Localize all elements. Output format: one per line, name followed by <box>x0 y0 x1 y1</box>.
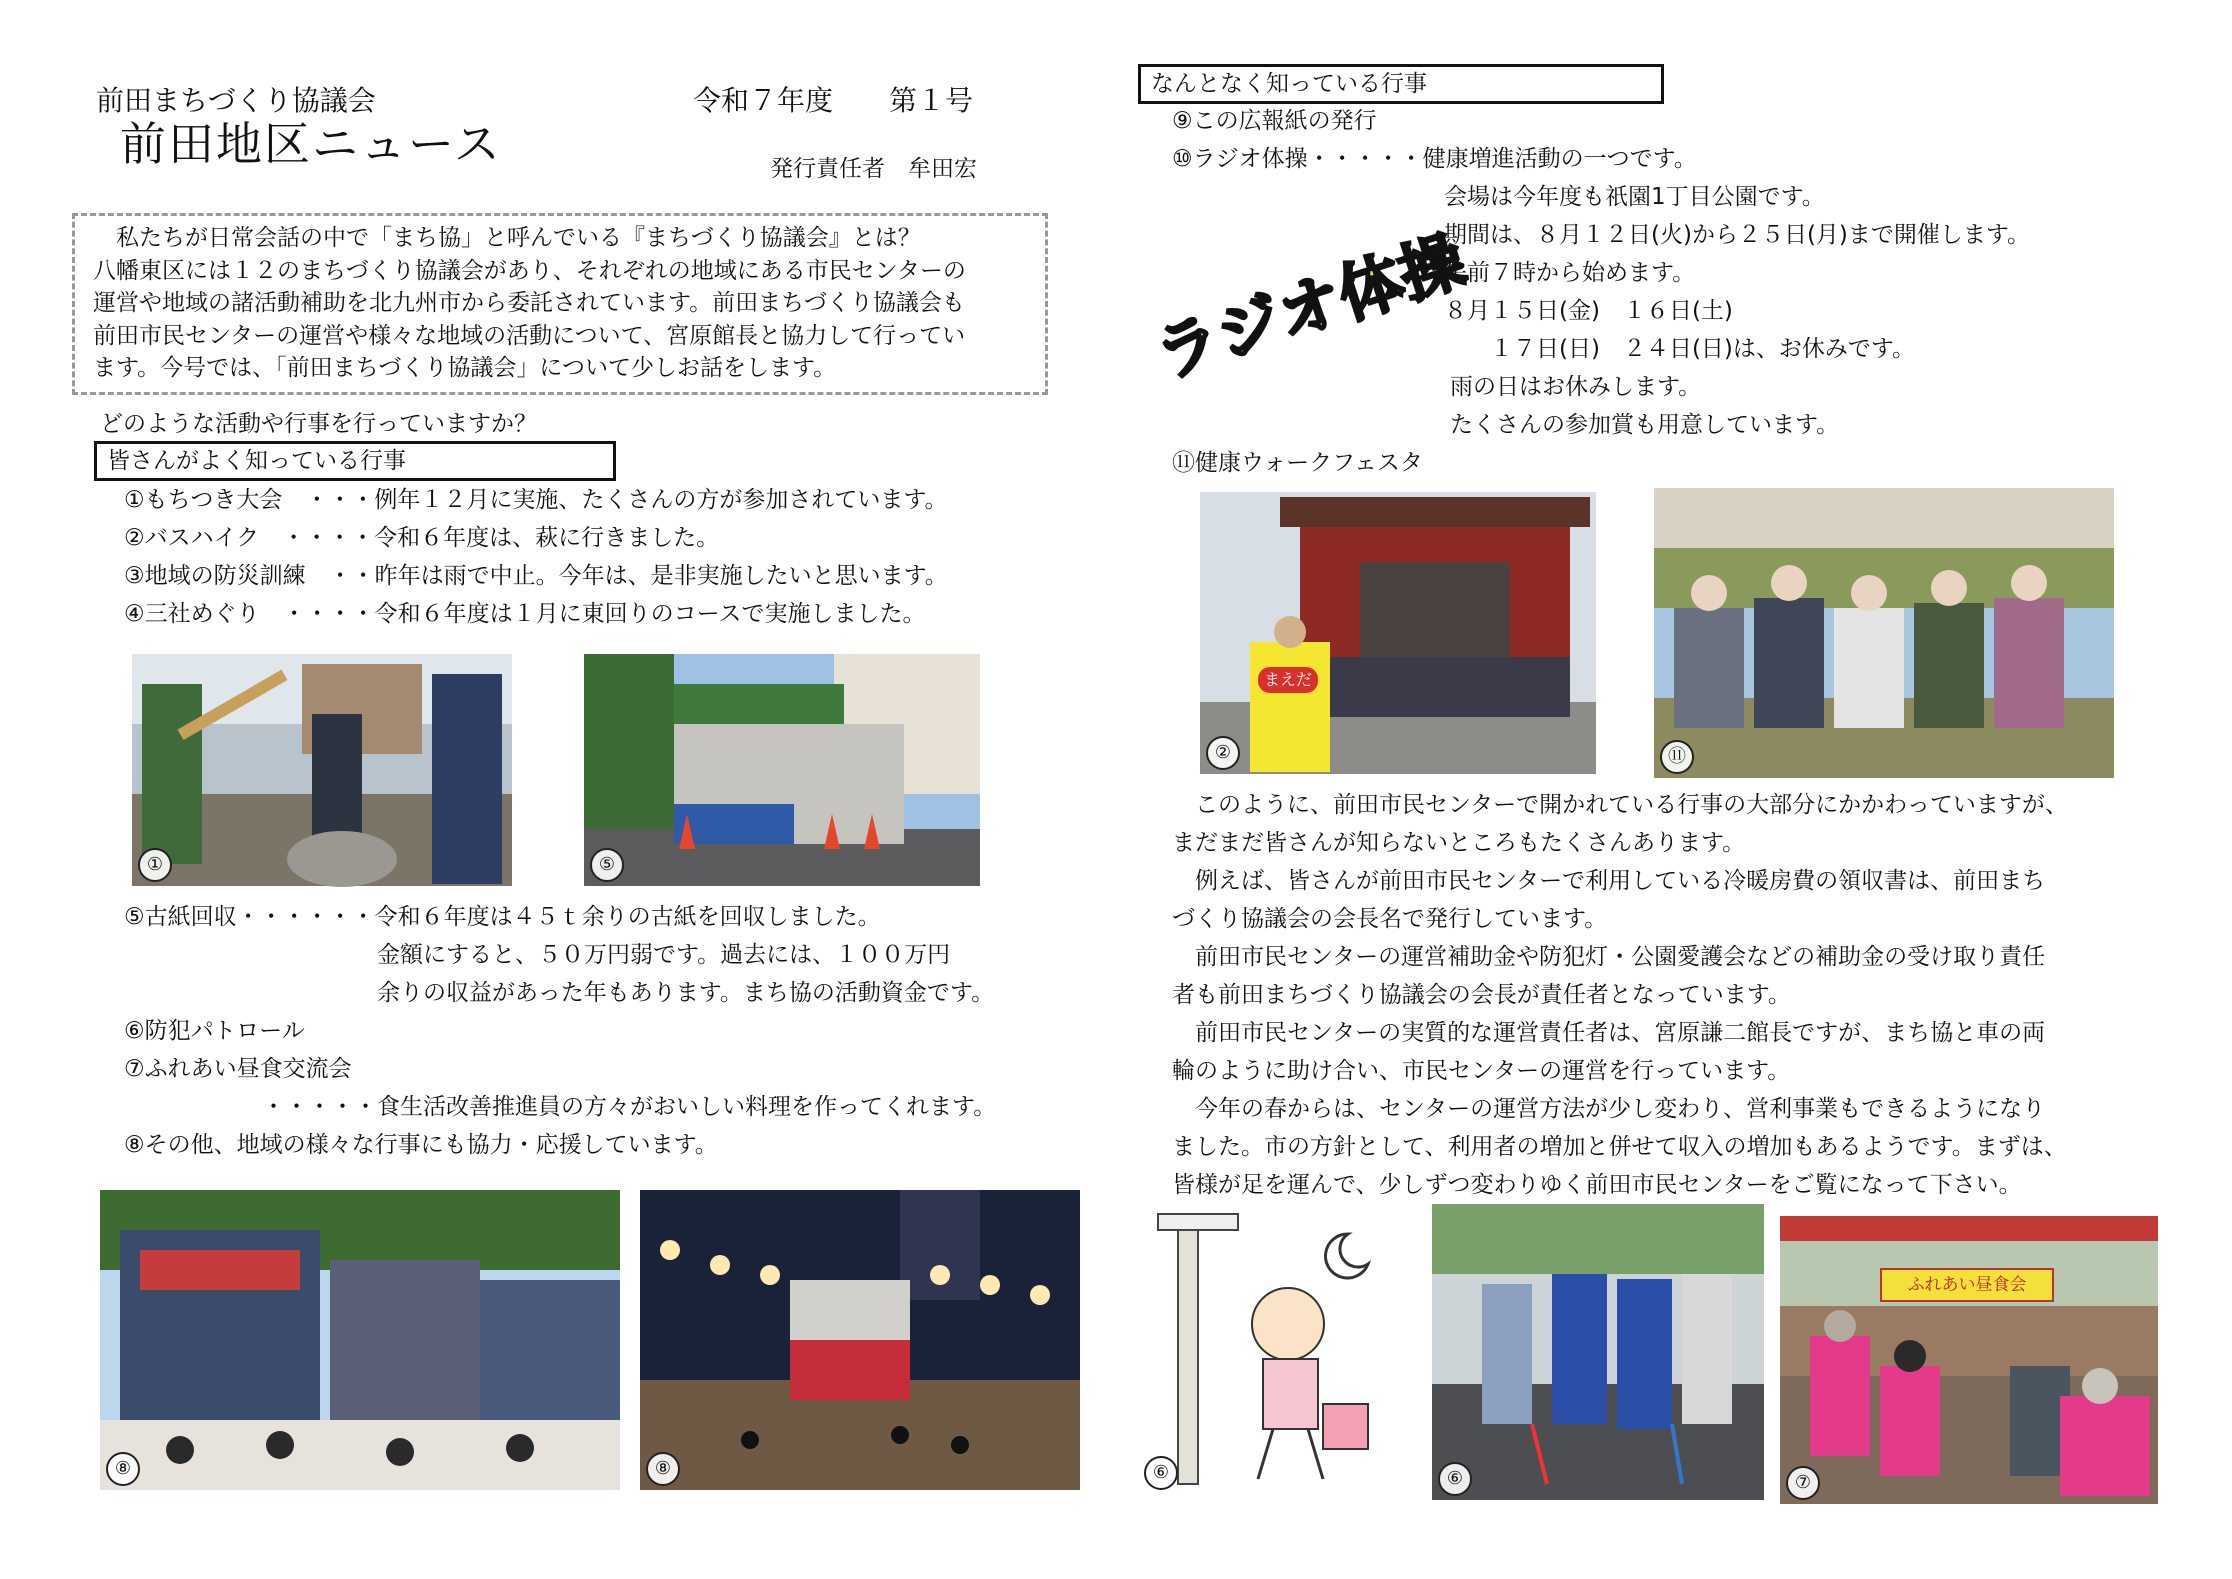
photo-walk-festa-temple <box>1200 492 1596 774</box>
event-item: ③地域の防災訓練 ・・昨年は雨で中止。今年は、是非実施したいと思います。 <box>124 563 948 589</box>
intro-line: 八幡東区には１２のまちづくり協議会があり、それぞれの地域にある市民センターの <box>93 257 966 284</box>
photo-number-badge: ⑧ <box>106 1452 140 1486</box>
event-item: ②バスハイク ・・・・令和６年度は、萩に行きました。 <box>124 525 720 551</box>
newsletter-title: 前田地区ニュース <box>120 117 502 171</box>
body-line: 輪のように助け合い、市民センターの運営を行っています。 <box>1172 1058 1791 1084</box>
section-heading-somewhat-known: なんとなく知っている行事 <box>1138 64 1664 104</box>
photo-paper-recycling <box>584 654 980 886</box>
radio-detail-line: １７日(日) ２４日(日)は、お休みです。 <box>1444 336 1916 362</box>
photo-number-badge: ⑥ <box>1144 1456 1178 1490</box>
body-line: 前田市民センターの実質的な運営責任者は、宮原謙二館長ですが、まち協と車の両 <box>1172 1020 2046 1046</box>
body-line: 例えば、皆さんが前田市民センターで利用している冷暖房費の領収書は、前田まち <box>1172 868 2046 894</box>
event-item: ⑨この広報紙の発行 <box>1172 108 1377 134</box>
event-item: ④三社めぐり ・・・・令和６年度は１月に東回りのコースで実施しました。 <box>124 601 926 627</box>
event-item-continued: 金額にすると、５０万円弱です。過去には、１００万円 <box>124 942 951 968</box>
event-item: ⑦ふれあい昼食交流会 <box>124 1056 352 1082</box>
event-item: ⑪健康ウォークフェスタ <box>1172 450 1423 476</box>
radio-detail-line: 午前７時から始めます。 <box>1444 260 1696 286</box>
photo-mochitsuki <box>132 654 512 886</box>
radio-detail-line: 会場は今年度も祇園1丁目公園です。 <box>1444 184 1825 210</box>
vest-label: まえだ <box>1258 667 1318 693</box>
radio-detail-line: ８月１５日(金) １６日(土) <box>1444 298 1733 324</box>
event-item: ⑥防犯パトロール <box>124 1018 305 1044</box>
issue-number: 令和７年度 第１号 <box>693 84 974 117</box>
event-item: ①もちつき大会 ・・・例年１２月に実施、たくさんの方が参加されています。 <box>124 487 948 513</box>
event-item: ⑧その他、地域の様々な行事にも協力・応援しています。 <box>124 1132 718 1158</box>
intro-line: 運営や地域の諸活動補助を北九州市から委託されています。前田まちづくり協議会も <box>93 290 965 316</box>
body-line: 皆様が足を運んで、少しずつ変わりゆく前田市民センターをご覧になって下さい。 <box>1172 1172 2022 1198</box>
intro-line: 私たちが日常会話の中で「まち協」と呼んでいる『まちづくり協議会』とは？ <box>93 225 921 251</box>
event-item-continued: ・・・・・食生活改善推進員の方々がおいしい料理を作ってくれます。 <box>124 1094 997 1120</box>
radio-detail-line: たくさんの参加賞も用意しています。 <box>1450 412 1840 438</box>
body-line: 前田市民センターの運営補助金や防犯灯・公園愛護会などの補助金の受け取り責任 <box>1172 944 2046 970</box>
photo-bon-dance <box>640 1190 1080 1490</box>
intro-box <box>72 213 1048 395</box>
photo-number-badge: ⑤ <box>590 848 624 882</box>
photo-walk-festa-group <box>1654 488 2114 778</box>
publisher: 発行責任者 牟田宏 <box>770 156 977 182</box>
radio-detail-line: 雨の日はお休みします。 <box>1450 374 1702 400</box>
body-line: まだまだ皆さんが知らないところもたくさんあります。 <box>1172 830 1746 856</box>
photo-number-badge: ① <box>138 848 172 882</box>
intro-line: 前田市民センターの運営や様々な地域の活動について、宮原館長と協力して行ってい <box>93 322 966 349</box>
photo-crime-patrol <box>1432 1204 1764 1500</box>
section-heading-known: 皆さんがよく知っている行事 <box>94 441 616 481</box>
body-line: ました。市の方針として、利用者の増加と併せて収入の増加もあるようです。まずは、 <box>1172 1134 2067 1160</box>
illustration-crime-prevention <box>1138 1204 1402 1494</box>
photo-festival-floats <box>100 1190 620 1490</box>
organization-name: 前田まちづくり協議会 <box>96 84 376 117</box>
event-item: ⑩ラジオ体操・・・・・健康増進活動の一つです。 <box>1172 146 1697 172</box>
photo-number-badge: ⑪ <box>1660 740 1694 774</box>
radio-taiso-logo-text: ラジオ体操 <box>1146 224 1475 394</box>
body-line: 今年の春からは、センターの運営方法が少し変わり、営利事業もできるようになり <box>1172 1096 2046 1122</box>
photo-number-badge: ⑧ <box>646 1452 680 1486</box>
event-item: ⑤古紙回収・・・・・・令和６年度は４５ｔ余りの古紙を回収しました。 <box>124 904 881 930</box>
lunch-banner: ふれあい昼食会 <box>1880 1268 2054 1302</box>
intro-line: ます。今号では、「前田まちづくり協議会」について少しお話をします。 <box>93 355 837 381</box>
radio-taiso-logo <box>1146 210 1475 400</box>
photo-number-badge: ⑦ <box>1786 1466 1820 1500</box>
photo-lunch-exchange <box>1780 1216 2158 1504</box>
body-line: このように、前田市民センターで開かれている行事の大部分にかかわっていますが、 <box>1172 792 2068 818</box>
event-item-continued: 余りの収益があった年もあります。まち協の活動資金です。 <box>124 980 995 1006</box>
body-line: づくり協議会の会長名で発行しています。 <box>1172 906 1608 932</box>
question-heading: どのような活動や行事を行っていますか？ <box>100 411 537 437</box>
photo-number-badge: ② <box>1206 736 1240 770</box>
radio-detail-line: 期間は、８月１２日(火)から２５日(月)まで開催します。 <box>1444 222 2031 248</box>
body-line: 者も前田まちづくり協議会の会長が責任者となっています。 <box>1172 982 1791 1008</box>
photo-number-badge: ⑥ <box>1438 1462 1472 1496</box>
